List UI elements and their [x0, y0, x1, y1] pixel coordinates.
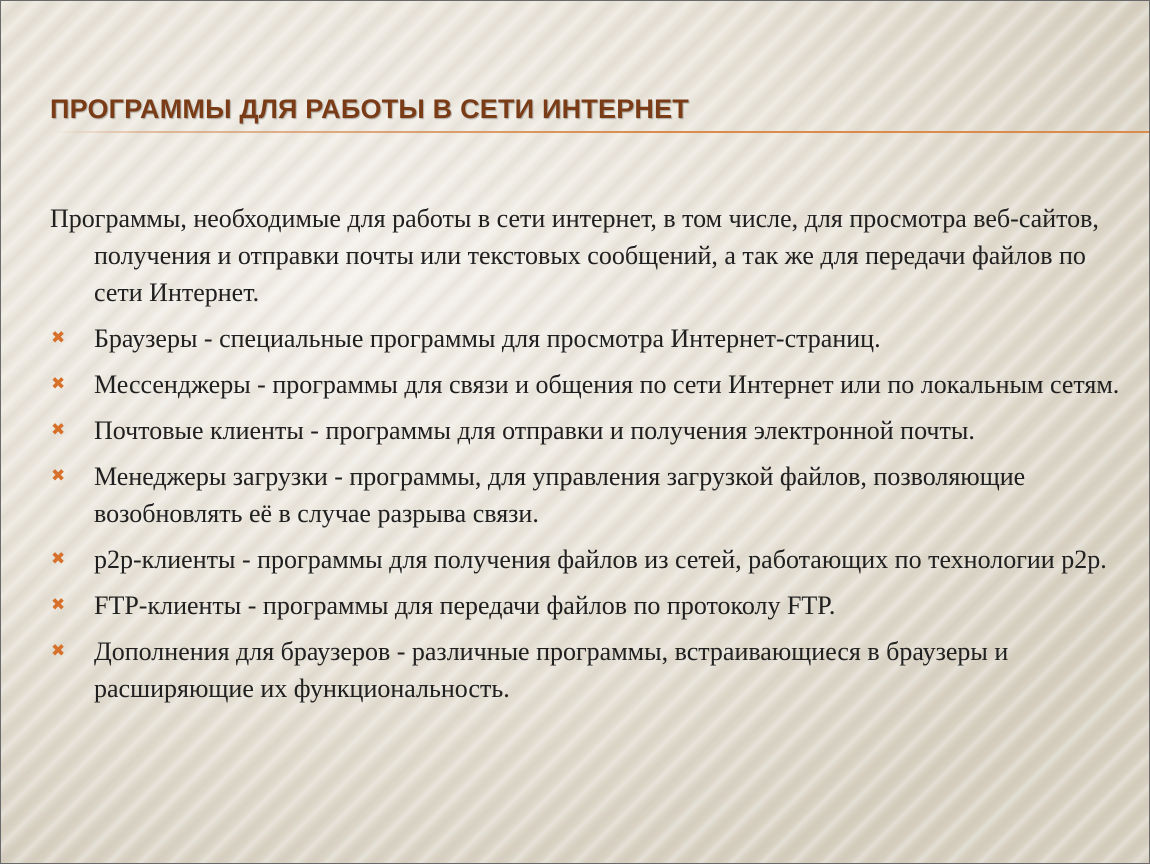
list-item	[50, 541, 1120, 578]
list-item-text: p2p-клиенты - программы для получения файлов из сетей, работающих по технологии p2p.	[94, 545, 1107, 574]
list-item-text: Браузеры - специальные программы для просмотра Интернет-страниц.	[94, 324, 881, 353]
x-mark-icon: ✖	[51, 328, 66, 348]
intro-paragraph: Программы, необходимые для работы в сети интернет, в том числе, для просмотра веб-сайтов, получения и отправки почты или текстовых сообщений, а так же для передачи файлов по сети Интернет.	[50, 204, 1099, 307]
x-mark-icon: ✖	[51, 641, 66, 661]
x-mark-icon: ✖	[51, 466, 66, 486]
list-item	[50, 587, 1120, 624]
title-underline	[50, 131, 1150, 133]
x-mark-icon: ✖	[51, 420, 66, 440]
list-item-text: Дополнения для браузеров - различные программы, встраивающиеся в браузеры и расширяющие их функциональность.	[94, 637, 1009, 703]
list-item	[50, 366, 1120, 403]
list-item-text: Мессенджеры - программы для связи и общения по сети Интернет или по локальным сетям.	[94, 370, 1120, 399]
x-mark-icon: ✖	[51, 549, 66, 569]
list-item-text: Менеджеры загрузки - программы, для управления загрузкой файлов, позволяющие возобновлять её в случае разрыва связи.	[94, 462, 1026, 528]
list-item	[50, 633, 1120, 707]
list-item	[50, 458, 1120, 532]
slide-title: ПРОГРАММЫ ДЛЯ РАБОТЫ В СЕТИ ИНТЕРНЕТ	[50, 94, 689, 124]
list-item-text: Почтовые клиенты - программы для отправки и получения электронной почты.	[94, 416, 975, 445]
list-item	[50, 320, 1120, 357]
list-item-text: FTP-клиенты - программы для передачи файлов по протоколу FTP.	[94, 591, 836, 620]
list-item	[50, 412, 1120, 449]
x-mark-icon: ✖	[51, 374, 66, 394]
slide-body	[50, 200, 1120, 716]
x-mark-icon: ✖	[51, 595, 66, 615]
